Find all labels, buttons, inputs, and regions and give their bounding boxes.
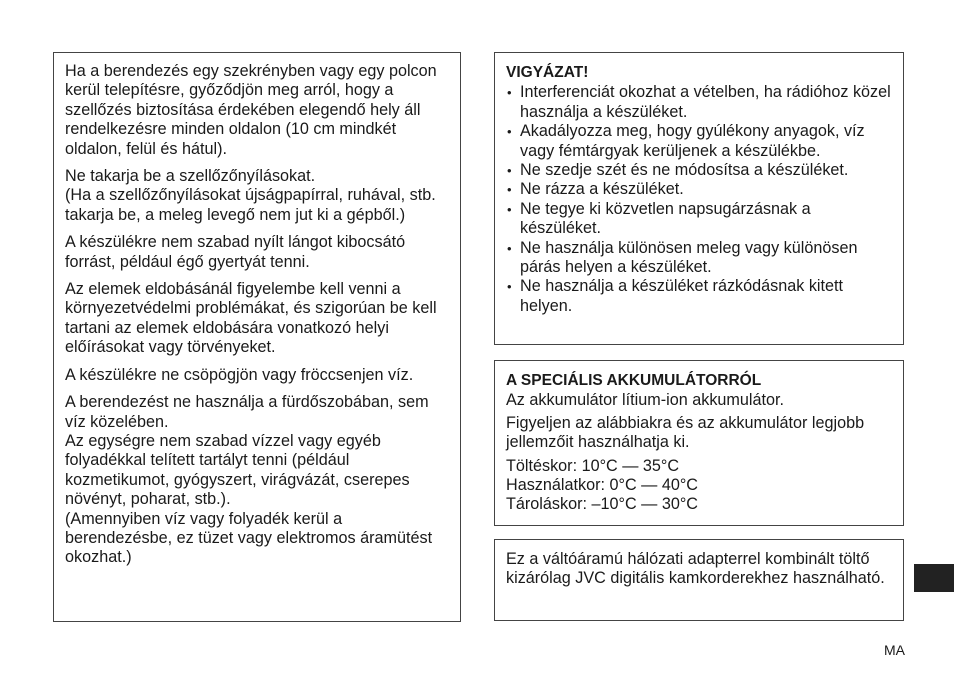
warning-item: [506, 83, 895, 122]
open-flame-paragraph: A készülékre nem szabad nyílt lángot kibocsátó forrást, például égő gyertyát tenni.: [65, 233, 406, 271]
ventilation-paragraph: Ha a berendezés egy szekrényben vagy egy polcon kerül telepítésre, győződjön meg arról, hogy a szellőzés biztosítása érdekében elegendő hely áll rendelkezésre minden oldalon (10 cm mindkét oldalon, felül és hátul).: [65, 62, 437, 158]
liquid-container-paragraph: Az egységre nem szabad vízzel vagy egyéb folyadékkal telített tartályt tenni (például kozmetikumot, gyógyszert, virágvázát, cserepes növényt, poharat, stb.).: [65, 431, 410, 509]
bullet-icon: •: [507, 279, 512, 295]
cover-vents-note: (Ha a szellőzőnyílásokat újságpapírral, ruhával, stb. takarja be, a meleg levegő nem jut ki a gépből.): [65, 186, 436, 224]
warning-item: [506, 277, 895, 316]
bullet-icon: •: [507, 163, 512, 179]
bullet-icon: •: [507, 124, 512, 140]
warning-item-text: Akadályozza meg, hogy gyúlékony anyagok, víz vagy fémtárgyak kerüljenek a készülékbe.: [520, 122, 865, 160]
warning-box: [494, 52, 904, 345]
bullet-icon: •: [507, 85, 512, 101]
warning-item-text: Ne szedje szét és ne módosítsa a készüléket.: [520, 161, 849, 180]
warning-item-text: Ne rázza a készüléket.: [520, 180, 684, 199]
section-tab-marker: [914, 564, 954, 592]
adapter-note-text: Ez a váltóáramú hálózati adapterrel kombinált töltő kizárólag JVC digitális kamkorderekhez használható.: [506, 550, 885, 588]
safety-notes-box: [53, 52, 461, 622]
warning-item: [506, 239, 895, 278]
adapter-note-box: [494, 539, 904, 621]
battery-info-box: [494, 360, 904, 526]
warning-item-text: Interferenciát okozhat a vételben, ha rádióhoz közel használja a készüléket.: [520, 83, 891, 121]
warning-title: VIGYÁZAT!: [506, 64, 589, 81]
page-code: MA: [884, 642, 905, 658]
warning-list: [506, 83, 895, 316]
cover-vents-paragraph: Ne takarja be a szellőzőnyílásokat.: [65, 167, 316, 186]
warning-item: [506, 161, 895, 180]
bullet-icon: •: [507, 240, 512, 256]
battery-title: A SPECIÁLIS AKKUMULÁTORRÓL: [506, 372, 762, 389]
bullet-icon: •: [507, 182, 512, 198]
charging-temperature: Töltéskor: 10°C — 35°C: [506, 456, 680, 475]
bullet-icon: •: [507, 201, 512, 217]
battery-disposal-paragraph: Az elemek eldobásánál figyelembe kell venni a környezetvédelmi problémákat, és szigorúan be kell tartani az elemek eldobására vonatkozó helyi előírásokat vagy törvényeket.: [65, 280, 437, 357]
warning-item-text: Ne használja különösen meleg vagy különösen párás helyen a készüléket.: [520, 238, 858, 277]
battery-type-line: Az akkumulátor lítium-ion akkumulátor.: [506, 391, 784, 410]
liquid-consequence-note: (Amennyiben víz vagy folyadék kerül a berendezésbe, ez tüzet vagy elektromos áramütést okozhat.): [65, 509, 433, 567]
bathroom-paragraph: A berendezést ne használja a fürdőszobában, sem víz közelében.: [65, 393, 429, 431]
warning-item: [506, 180, 895, 199]
usage-temperature: Használatkor: 0°C — 40°C: [506, 476, 698, 495]
warning-item: [506, 200, 895, 239]
storage-temperature: Tároláskor: –10°C — 30°C: [506, 495, 698, 514]
warning-item-text: Ne tegye ki közvetlen napsugárzásnak a készüléket.: [520, 199, 811, 238]
temperature-list: [506, 457, 895, 515]
warning-item-text: Ne használja a készüléket rázkódásnak kitett helyen.: [520, 277, 844, 315]
water-drip-paragraph: A készülékre ne csöpögjön vagy fröccsenjen víz.: [65, 365, 414, 384]
warning-item: [506, 122, 895, 161]
battery-advice-line: Figyeljen az alábbiakra és az akkumulátor legjobb jellemzőit használhatja ki.: [506, 413, 865, 452]
